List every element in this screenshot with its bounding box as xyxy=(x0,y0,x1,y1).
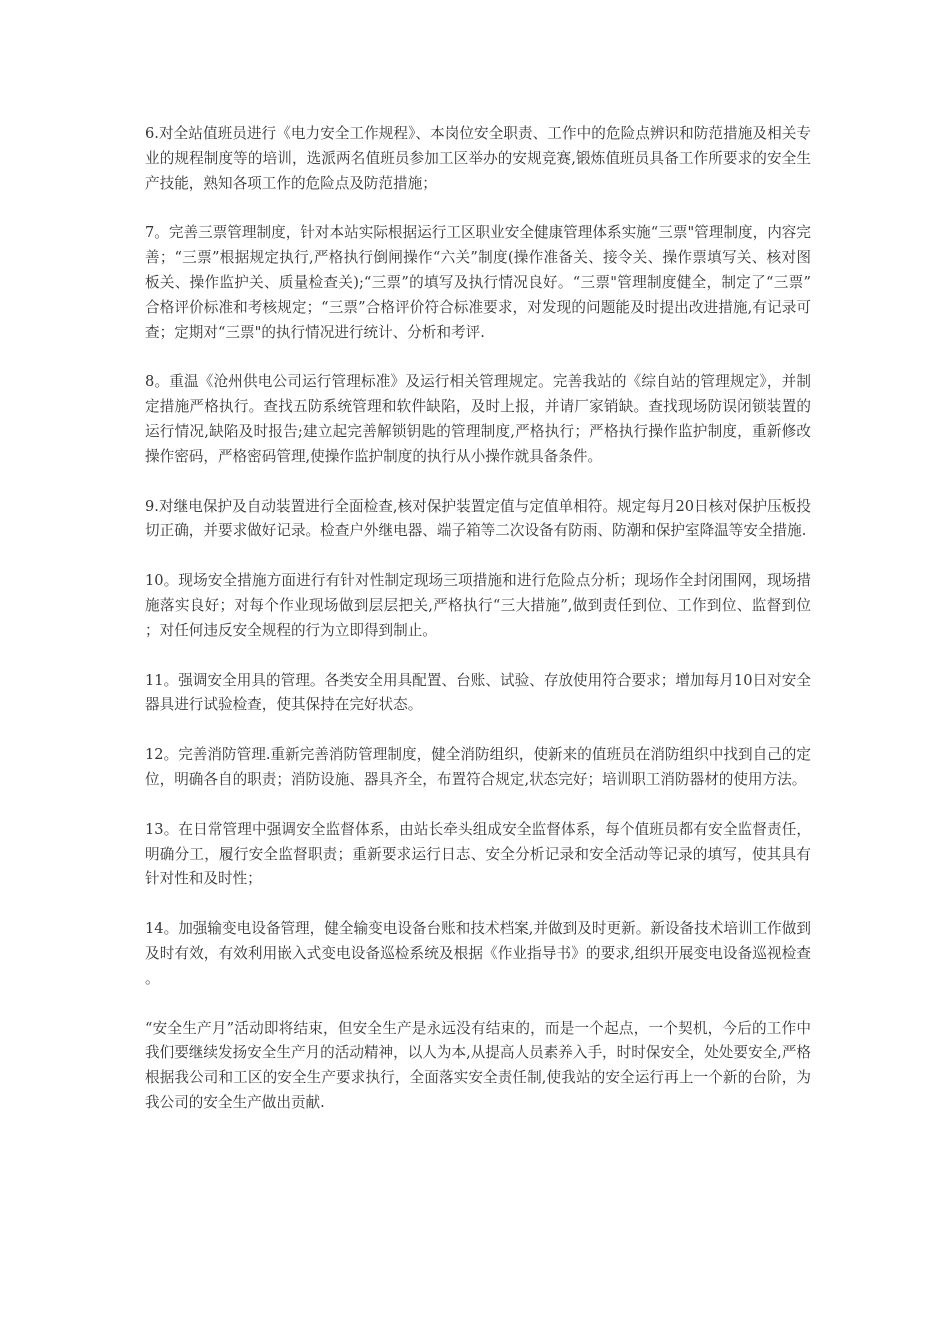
paragraph-item-11: 11。强调安全用具的管理。各类安全用具配置、台账、试验、存放使用符合要求；增加每月10日对安全器具进行试验检查，使其保持在完好状态。 xyxy=(145,671,811,714)
paragraph-item-7: 7。完善三票管理制度，针对本站实际根据运行工区职业安全健康管理体系实施“三票"管理制度，内容完善；“三票”根据规定执行,严格执行倒闸操作“六关”制度(操作准备关、接令关、操作票填写关、核对图板关、操作监护关、质量检查关);“三票”的填写及执行情况良好。“三票"管理制度健全，制定了“三票”合格评价标准和考核规定；“三票”合格评价符合标准要求，对发现的问题能及时提出改进措施,有记录可查；定期对“三票"的执行情况进行统计、分析和考评. xyxy=(145,224,811,341)
paragraph-item-9: 9.对继电保护及自动装置进行全面检查,核对保护装置定值与定值单相符。规定每月20日核对保护压板投切正确，并要求做好记录。检查户外继电器、端子箱等二次设备有防雨、防潮和保护室降温等安全措施. xyxy=(145,497,811,540)
paragraph-item-14: 14。加强输变电设备管理，健全输变电设备台账和技术档案,并做到及时更新。新设备技术培训工作做到及时有效，有效利用嵌入式变电设备巡检系统及根据《作业指导书》的要求,组织开展变电设备巡视检查。 xyxy=(145,920,811,987)
paragraph-item-8: 8。重温《沧州供电公司运行管理标准》及运行相关管理规定。完善我站的《综自站的管理规定》，并制定措施严格执行。查找五防系统管理和软件缺陷，及时上报，并请厂家销缺。查找现场防误闭锁装置的运行情况,缺陷及时报告;建立起完善解锁钥匙的管理制度,严格执行；严格执行操作监护制度，重新修改操作密码，严格密码管理,使操作监护制度的执行从小操作就具备条件。 xyxy=(145,373,811,465)
paragraph-item-6: 6.对全站值班员进行《电力安全工作规程》、本岗位安全职责、工作中的危险点辨识和防范措施及相关专业的规程制度等的培训，选派两名值班员参加工区举办的安规竞赛,锻炼值班员具备工作所要求的安全生产技能，熟知各项工作的危险点及防范措施； xyxy=(145,125,811,192)
paragraph-item-10: 10。现场安全措施方面进行有针对性制定现场三项措施和进行危险点分析；现场作全封闭围网，现场措施落实良好；对每个作业现场做到层层把关,严格执行“三大措施”,做到责任到位、工作到位、监督到位；对任何违反安全规程的行为立即得到制止。 xyxy=(145,572,811,639)
paragraph-item-12: 12。完善消防管理.重新完善消防管理制度，健全消防组织，使新来的值班员在消防组织中找到自己的定位，明确各自的职责；消防设施、器具齐全，布置符合规定,状态完好；培训职工消防器材的使用方法。 xyxy=(145,746,811,788)
paragraph-item-13: 13。在日常管理中强调安全监督体系，由站长牵头组成安全监督体系，每个值班员都有安全监督责任，明确分工，履行安全监督职责；重新要求运行日志、安全分析记录和安全活动等记录的填写，使其具有针对性和及时性； xyxy=(145,820,811,888)
paragraph-conclusion: “安全生产月”活动即将结束，但安全生产是永远没有结束的，而是一个起点，一个契机，今后的工作中我们要继续发扬安全生产月的活动精神，以人为本,从提高人员素养入手，时时保安全，处处要安全,严格根据我公司和工区的安全生产要求执行，全面落实安全责任制,使我站的安全运行再上一个新的台阶，为我公司的安全生产做出贡献. xyxy=(145,1019,812,1111)
document-body xyxy=(145,122,811,1141)
